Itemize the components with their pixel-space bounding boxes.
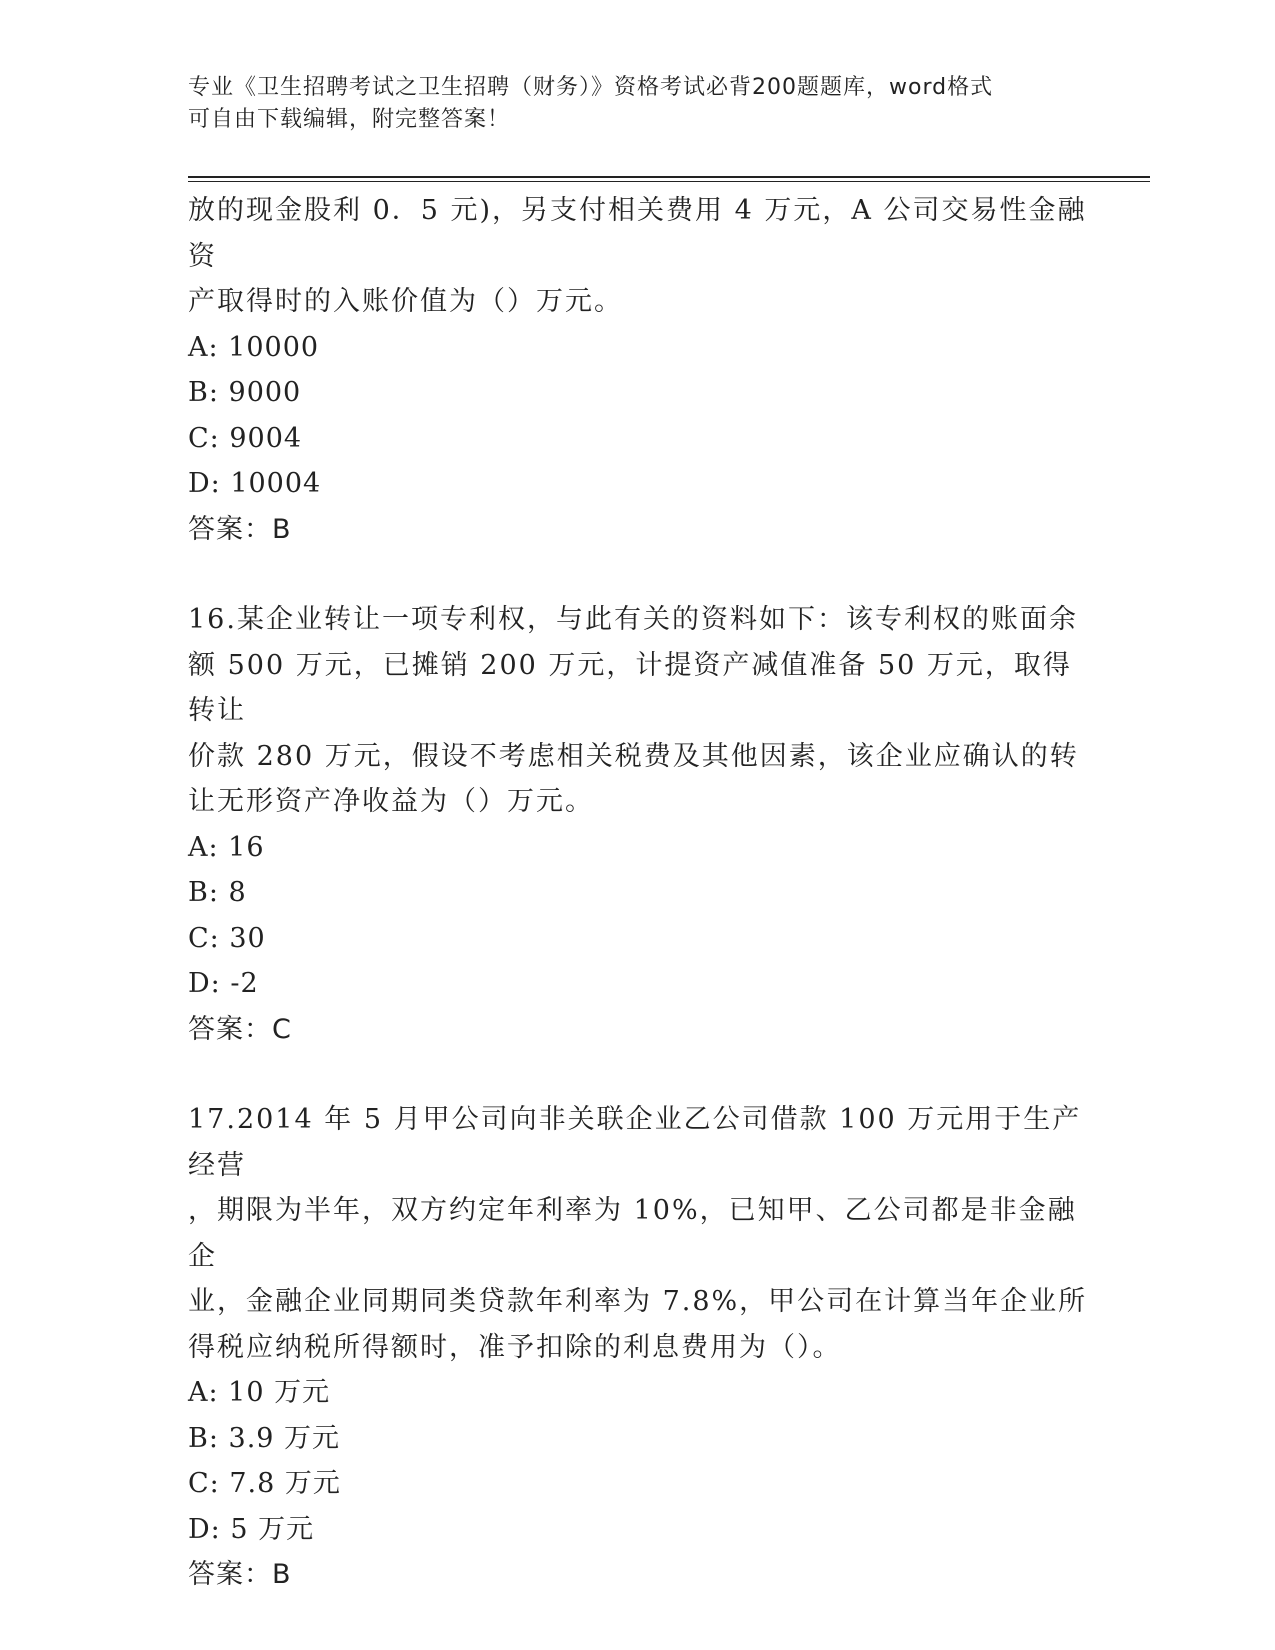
option-b: B: 8 (188, 877, 247, 908)
question-list (188, 188, 1088, 1598)
option-d: D: 10004 (188, 468, 322, 499)
question-stem-line: 业，金融企业同期同类贷款年利率为 7.8%，甲公司在计算当年企业所 (188, 1286, 1088, 1317)
question-stem-line: 17.2014 年 5 月甲公司向非关联企业乙公司借款 100 万元用于生产经营 (188, 1104, 1082, 1181)
question-stem-line: 额 500 万元，已摊销 200 万元，计提资产减值准备 50 万元，取得转让 (188, 649, 1072, 726)
header-divider (188, 176, 1150, 178)
option-a: A: 16 (188, 831, 265, 863)
question-block (188, 597, 1088, 1052)
header-title-line-1: 专业《卫生招聘考试之卫生招聘（财务）》资格考试必背200题题库，word格式 (188, 75, 994, 100)
option-d: D: -2 (188, 968, 259, 999)
question-stem-line: 让无形资产净收益为（）万元。 (188, 786, 594, 817)
option-b: B: 3.9 万元 (188, 1422, 341, 1454)
option-a: A: 10 万元 (188, 1377, 331, 1408)
answer-line: 答案：B (188, 513, 292, 545)
question-stem-line: ，期限为半年，双方约定年利率为 10%，已知甲、乙公司都是非金融企 (188, 1195, 1077, 1272)
question-stem-line: 价款 280 万元，假设不考虑相关税费及其他因素，该企业应确认的转 (188, 740, 1079, 772)
option-a: A: 10000 (188, 331, 320, 363)
answer-line: 答案：B (188, 1559, 292, 1590)
option-c: C: 9004 (188, 422, 303, 454)
question-stem-line: 得税应纳税所得额时，准予扣除的利息费用为（）。 (188, 1331, 842, 1363)
question-stem-line: 产取得时的入账价值为（）万元。 (188, 286, 623, 317)
option-d: D: 5 万元 (188, 1513, 315, 1545)
answer-line: 答案：C (188, 1013, 292, 1045)
question-block (188, 1097, 1088, 1598)
question-stem-line: 16.某企业转让一项专利权，与此有关的资料如下：该专利权的账面余 (188, 604, 1078, 635)
header-title-line-2: 可自由下载编辑，附完整答案！ (188, 107, 511, 132)
option-c: C: 30 (188, 922, 266, 954)
option-b: B: 9000 (188, 377, 302, 408)
question-block (188, 188, 1088, 552)
header-divider-thin (188, 181, 1150, 182)
option-c: C: 7.8 万元 (188, 1468, 341, 1499)
question-stem-line: 放的现金股利 0．5 元)，另支付相关费用 4 万元，A 公司交易性金融资 (188, 195, 1087, 272)
spacer (188, 1052, 1088, 1097)
page-header (188, 72, 1088, 136)
spacer (188, 552, 1088, 597)
